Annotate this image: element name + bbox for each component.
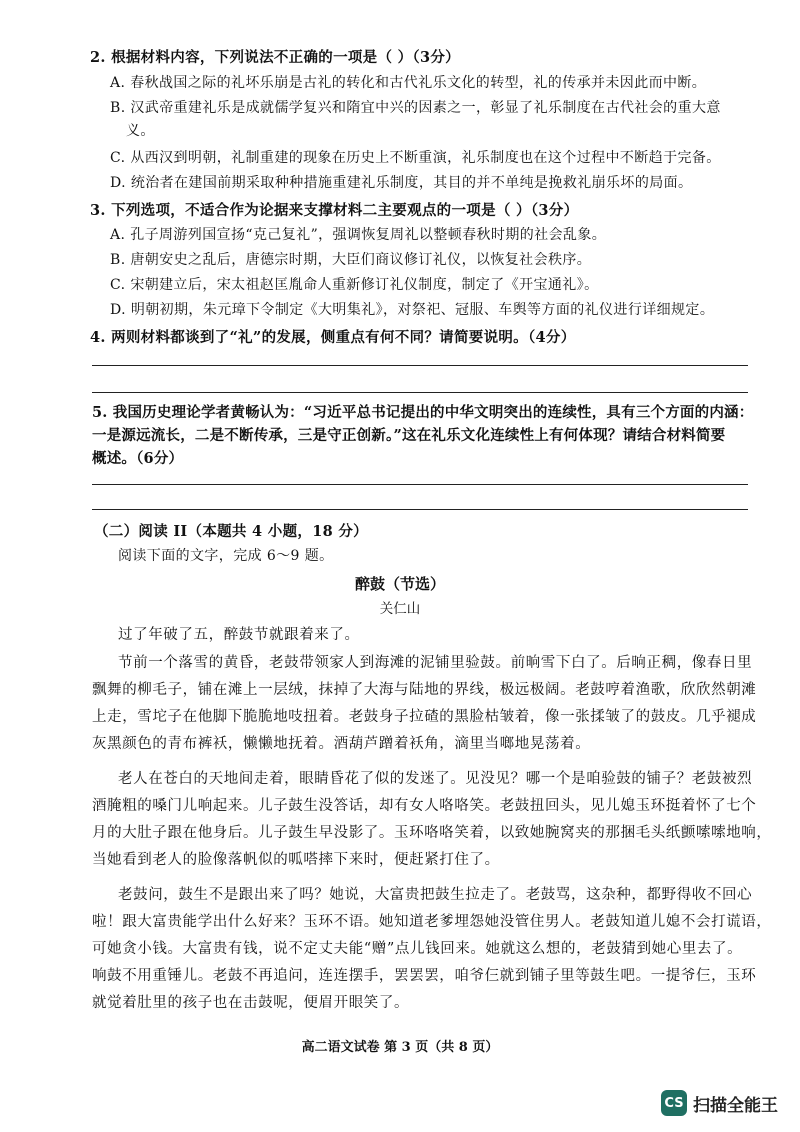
article-line: 飘舞的柳毛子，铺在滩上一层绒，抹掉了大海与陆地的界线，极远极阔。老鼓哼着渔歌，欣欣然朝滩: [92, 682, 757, 698]
page-footer: 高二语文试卷 第 3 页（共 8 页）: [301, 1040, 499, 1055]
question-3-option-a: A. 孔子周游列国宣扬“克己复礼”，强调恢复周礼以整顿春秋时期的社会乱象。: [110, 227, 607, 243]
answer-line: [92, 392, 748, 393]
section-instruction: 阅读下面的文字，完成 6～9 题。: [118, 548, 334, 564]
article-line: 可她贪小钱。大富贵有钱，说不定丈夫能“赠”点儿钱回来。她就这么想的，老鼓猜到她心里去了。: [92, 941, 743, 957]
question-2-option-a: A. 春秋战国之际的礼坏乐崩是古礼的转化和古代礼乐文化的转型，礼的传承并未因此而中断。: [110, 75, 707, 91]
question-2-option-c: C. 从西汉到明朝，礼制重建的现象在历史上不断重演，礼乐制度也在这个过程中不断趋于完备。: [110, 150, 721, 166]
question-5-line: 一是源远流长，二是不断传承，三是守正创新。”这在礼乐文化连续性上有何体现？请结合材料简要: [92, 427, 726, 444]
answer-line: [92, 484, 748, 485]
question-3-option-c: C. 宋朝建立后，宋太祖赵匡胤命人重新修订礼仪制度，制定了《开宝通礼》。: [110, 277, 599, 293]
article-line: 上走，雪坨子在他脚下脆脆地吱扭着。老鼓身子拉碴的黑脸枯皱着，像一张揉皱了的鼓皮。几乎褪成: [92, 709, 757, 725]
article-line: 就觉着肚里的孩子也在击鼓呢，便眉开眼笑了。: [92, 995, 410, 1011]
question-3-option-d: D. 明朝初期，朱元璋下令制定《大明集礼》，对祭祀、冠服、车舆等方面的礼仪进行详细规定。: [110, 302, 715, 318]
article-line: 当她看到老人的脸像落帆似的呱嗒摔下来时，便赶紧打住了。: [92, 852, 500, 868]
question-2-stem: 2. 根据材料内容，下列说法不正确的一项是（ ）（3分）: [90, 49, 460, 66]
question-5-stem: [92, 401, 754, 470]
article-line: 老人在苍白的天地间走着，眼睛昏花了似的发迷了。见没见？哪一个是咱验鼓的铺子？老鼓被烈: [118, 771, 753, 787]
question-2-option-d: D. 统治者在建国前期采取种种措施重建礼乐制度，其目的并不单纯是挽救礼崩乐坏的局面。: [110, 175, 693, 191]
watermark-text: 扫描全能王: [693, 1095, 778, 1116]
article-line: 过了年破了五，醉鼓节就跟着来了。: [118, 627, 360, 643]
question-5-line: 5. 我国历史理论学者黄畅认为：“习近平总书记提出的中华文明突出的连续性，具有三个方面的内涵：: [92, 404, 754, 421]
scanner-watermark: [661, 1090, 778, 1116]
camscanner-logo-icon: CS: [661, 1090, 687, 1116]
answer-line: [92, 365, 748, 366]
question-5-line: 概述。（6分）: [92, 450, 184, 467]
article-line: 啦！跟大富贵能学出什么好来？玉环不语。她知道老爹埋怨她没管住男人。老鼓知道儿媳不会打谎语，: [92, 914, 772, 930]
article-author: 关仁山: [379, 601, 421, 617]
article-line: 节前一个落雪的黄昏，老鼓带领家人到海滩的泥铺里验鼓。前晌雪下白了。后晌正稠，像春日里: [118, 655, 753, 671]
article-line: 灰黑颜色的青布裤袄，懒懒地抚着。酒葫芦蹭着袄角，滴里当啷地晃荡着。: [92, 736, 591, 752]
question-2-option-b: B. 汉武帝重建礼乐是成就儒学复兴和隋宜中兴的因素之一，彰显了礼乐制度在古代社会的重大意: [110, 100, 721, 116]
question-2-option-b-cont: 义。: [126, 123, 155, 139]
article-line: 老鼓问，鼓生不是跟出来了吗？她说，大富贵把鼓生拉走了。老鼓骂，这杂种，都野得收不回心: [118, 887, 753, 903]
question-4-stem: 4. 两则材料都谈到了“礼”的发展，侧重点有何不同？请简要说明。（4分）: [90, 329, 576, 346]
article-line: 酒腌粗的嗓门儿响起来。儿子鼓生没答话，却有女人咯咯笑。老鼓扭回头，见儿媳玉环挺着怀了七个: [92, 798, 757, 814]
article-line: 响鼓不用重锤儿。老鼓不再追问，连连摆手，罢罢罢，咱爷仨就到铺子里等鼓生吧。一提爷仨，玉环: [92, 968, 757, 984]
article-line: 月的大肚子跟在他身后。儿子鼓生早没影了。玉环咯咯笑着，以致她腕窝夹的那捆毛头纸颤嗦嗦地响，: [92, 825, 772, 841]
article-title: 醉鼓（节选）: [354, 575, 445, 593]
question-3-option-b: B. 唐朝安史之乱后，唐德宗时期，大臣们商议修订礼仪，以恢复社会秩序。: [110, 252, 592, 268]
section-header: （二）阅读 II（本题共 4 小题，18 分）: [94, 523, 368, 540]
answer-line: [92, 509, 748, 510]
question-3-stem: 3. 下列选项，不适合作为论据来支撑材料二主要观点的一项是（ ）（3分）: [90, 202, 579, 219]
